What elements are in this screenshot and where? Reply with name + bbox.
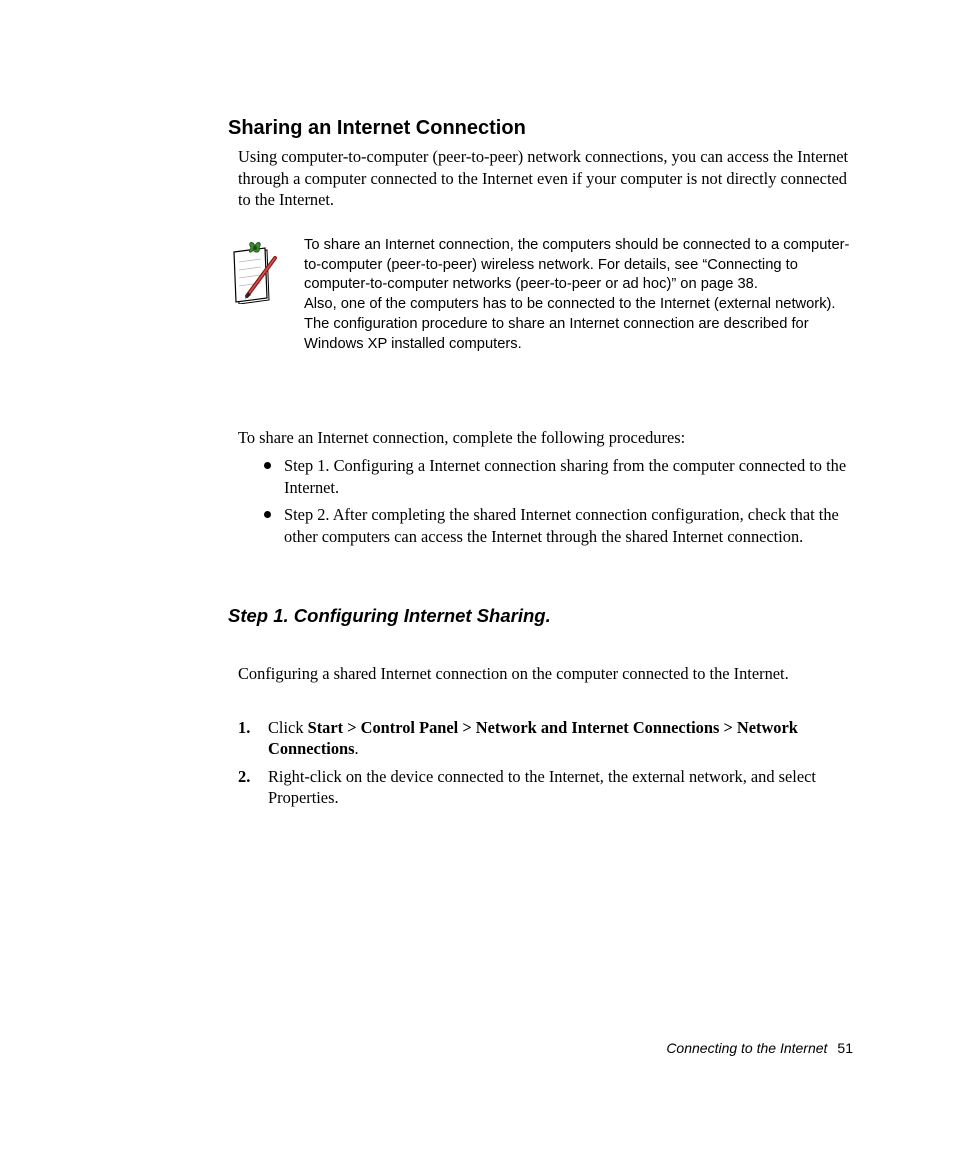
- note-box: [304, 236, 864, 354]
- procedures-intro: To share an Internet connection, complete the following procedures:: [238, 428, 686, 447]
- step-number: 1.: [238, 718, 251, 737]
- step-heading: Step 1. Configuring Internet Sharing.: [228, 605, 551, 626]
- note-paragraph: To share an Internet connection, the computers should be connected to a computer-to-computer (peer-to-peer) wireless network. For details, see “Connecting to computer-to-computer networks (peer-to-peer or ad hoc)” on page 38.: [304, 237, 850, 293]
- list-item: [238, 455, 858, 498]
- step-text-suffix: .: [354, 739, 359, 759]
- section-title: Sharing an Internet Connection: [228, 117, 526, 139]
- step-text: Right-click on the device connected to the Internet, the external network, and select Properties.: [268, 766, 816, 808]
- config-intro: Configuring a shared Internet connection on the computer connected to the Internet.: [238, 664, 789, 683]
- menu-path: Start > Control Panel > Network and Internet Connections > Network Connections: [268, 718, 798, 759]
- list-item-text: Step 2. After completing the shared Internet connection configuration, check that the other computers can access the Internet through the shared Internet connection.: [284, 505, 839, 546]
- steps-list: [238, 717, 858, 815]
- page-footer: [600, 1039, 853, 1057]
- note-paragraph: Also, one of the computers has to be connected to the Internet (external network).: [304, 296, 836, 313]
- step-text-prefix: Click: [268, 718, 308, 737]
- list-item-text: Step 1. Configuring a Internet connection sharing from the computer connected to the Internet.: [284, 456, 847, 497]
- step-number: 2.: [238, 766, 251, 786]
- list-item: [238, 504, 858, 547]
- bullet-icon: [264, 462, 271, 469]
- procedures-list: [238, 455, 858, 553]
- footer-title: Connecting to the Internet: [666, 1040, 828, 1056]
- step-item: [238, 766, 858, 809]
- note-pencil-icon: [231, 240, 281, 304]
- step-item: [238, 717, 858, 760]
- intro-paragraph: Using computer-to-computer (peer-to-peer) network connections, you can access the Internet through a computer connected to the Internet even if your computer is not directly connected to the Internet.: [238, 147, 849, 210]
- note-paragraph: The configuration procedure to share an Internet connection are described for Windows XP installed computers.: [304, 315, 809, 352]
- page-number: 51: [837, 1040, 853, 1056]
- bullet-icon: [264, 511, 271, 518]
